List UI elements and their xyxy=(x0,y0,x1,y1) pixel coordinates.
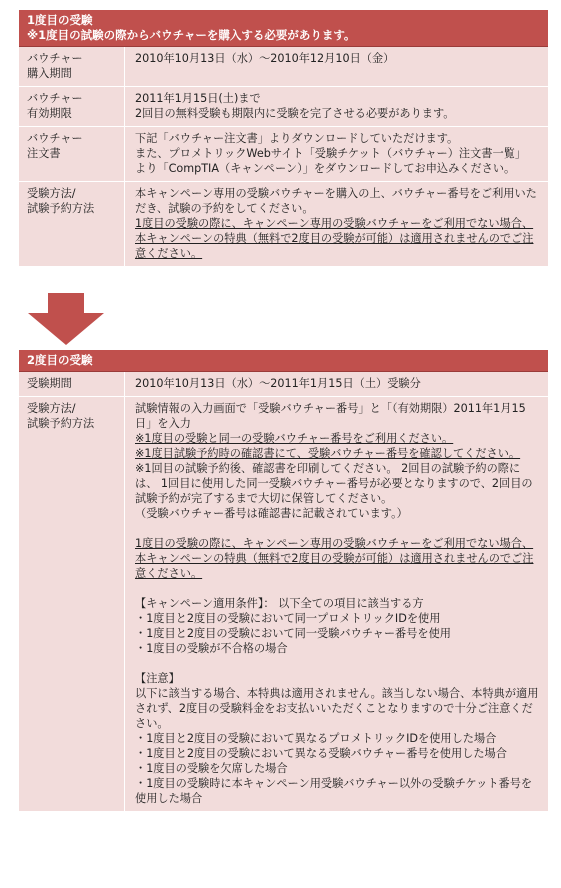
row-label: バウチャー 購入期間 xyxy=(19,47,125,87)
first-exam-title: 1度目の受験 xyxy=(27,13,93,27)
list-item: ・1度目の受験を欠席した場合 xyxy=(135,762,288,775)
list-item: ・1度目と2度目の受験において異なる受験バウチャー番号を使用した場合 xyxy=(135,747,507,760)
table-row xyxy=(19,372,548,397)
row-label: 受験期間 xyxy=(19,372,125,397)
list-item: ・1度目の受験が不合格の場合 xyxy=(135,642,288,655)
first-exam-section xyxy=(19,10,548,267)
row-label: 受験方法/ 試験予約方法 xyxy=(19,182,125,267)
list-item: ・1度目と2度目の受験において同一受験バウチャー番号を使用 xyxy=(135,627,451,640)
row-label: バウチャー 有効期限 xyxy=(19,87,125,127)
second-exam-title: 2度目の受験 xyxy=(27,353,93,367)
first-exam-header xyxy=(19,10,548,47)
second-exam-table xyxy=(19,372,548,812)
first-exam-subtitle: ※1度目の試験の際からバウチャーを購入する必要があります。 xyxy=(27,28,356,42)
row-value: 試験情報の入力画面で「受験バウチャー番号」と「（有効期限）2011年1月15日」を入力 ※1度目の受験と同一の受験バウチャー番号をご利用ください。 ※1度目試験予約時の確認書にて、受験バウチャー番号を確認してください。 ※1回目の試験予約後、確認書を印刷してください。 2回目の試験予約の際には、 1回目に使用した同一受験バウチャー番号が必要となりますので、2回目の試験予約が完了するまで大切に保管してください。 （受験バウチャー番号は確認書に記載されています。） 1度目の受験の際に、キャンペーン専用の受験バウチャーをご利用でない場合、本キャンペーンの特典（無料で2度目の受験が可能）は適用されませんのでご注意ください。 【キャンペーン適用条件】： 以下全ての項目に該当する方 ・1度目と2度目の受験において同一プロメトリックIDを使用 ・1度目と2度目の受験において同一受験バウチャー番号を使用 ・1度目の受験が不合格の場合 【注意】 以下に該当する場合、本特典は適用されません。該当しない場合、本特典が適用されず、2度目の受験料金をお支払いいただくことなりますので十分ご注意ください。 ・1度目と2度目の受験において異なるプロメトリックIDを使用した場合 ・1度目と2度目の受験において異なる受験バウチャー番号を使用した場合 ・1度目の受験を欠席した場合 ・1度目の受験時に本キャンペーン用受験バウチャー以外の受験チケット番号を使用した場合 xyxy=(125,397,549,812)
table-row xyxy=(19,87,548,127)
list-item: ・1度目の受験時に本キャンペーン用受験バウチャー以外の受験チケット番号を使用した場合 xyxy=(135,777,533,805)
second-exam-section xyxy=(19,350,548,812)
first-exam-table xyxy=(19,47,548,267)
table-row xyxy=(19,127,548,182)
notes-title: 【注意】 xyxy=(135,672,180,685)
down-arrow-icon xyxy=(28,293,104,345)
row-label: バウチャー 注文書 xyxy=(19,127,125,182)
table-row xyxy=(19,397,548,812)
row-value: 2010年10月13日（水）～2011年1月15日（土）受験分 xyxy=(125,372,549,397)
warning-text: ※1度目の受験と同一の受験バウチャー番号をご利用ください。 xyxy=(135,432,454,445)
warning-text: ※1度目試験予約時の確認書にて、受験バウチャー番号を確認してください。 xyxy=(135,447,521,460)
warning-text: 1度目の受験の際に、キャンペーン専用の受験バウチャーをご利用でない場合、本キャンペーンの特典（無料で2度目の受験が可能）は適用されませんのでご注意ください。 xyxy=(135,537,534,580)
table-row xyxy=(19,47,548,87)
row-value: 2010年10月13日（水）～2010年12月10日（金） xyxy=(125,47,549,87)
row-value: 下記「バウチャー注文書」よりダウンロードしていただけます。 また、プロメトリックWebサイト「受験チケット（バウチャー）注文書一覧」 より「CompTIA（キャンペーン）」をダウンロードしてお申込みください。 xyxy=(125,127,549,182)
second-exam-header xyxy=(19,350,548,372)
table-row xyxy=(19,182,548,267)
list-item: ・1度目と2度目の受験において同一プロメトリックIDを使用 xyxy=(135,612,441,625)
row-value: 2011年1月15日(土)まで 2回目の無料受験も期限内に受験を完了させる必要があります。 xyxy=(125,87,549,127)
warning-text: 1度目の受験の際に、キャンペーン専用の受験バウチャーをご利用でない場合、本キャンペーンの特典（無料で2度目の受験が可能）は適用されませんのでご注意ください。 xyxy=(135,217,534,260)
list-item: ・1度目と2度目の受験において異なるプロメトリックIDを使用した場合 xyxy=(135,732,497,745)
row-label: 受験方法/ 試験予約方法 xyxy=(19,397,125,812)
row-value: 本キャンペーン専用の受験バウチャーを購入の上、バウチャー番号をご利用いただき、試験の予約をしてください。 1度目の受験の際に、キャンペーン専用の受験バウチャーをご利用でない場合、本キャンペーンの特典（無料で2度目の受験が可能）は適用されませんのでご注意ください。 xyxy=(125,182,549,267)
conditions-title: 【キャンペーン適用条件】： 以下全ての項目に該当する方 xyxy=(135,597,424,610)
